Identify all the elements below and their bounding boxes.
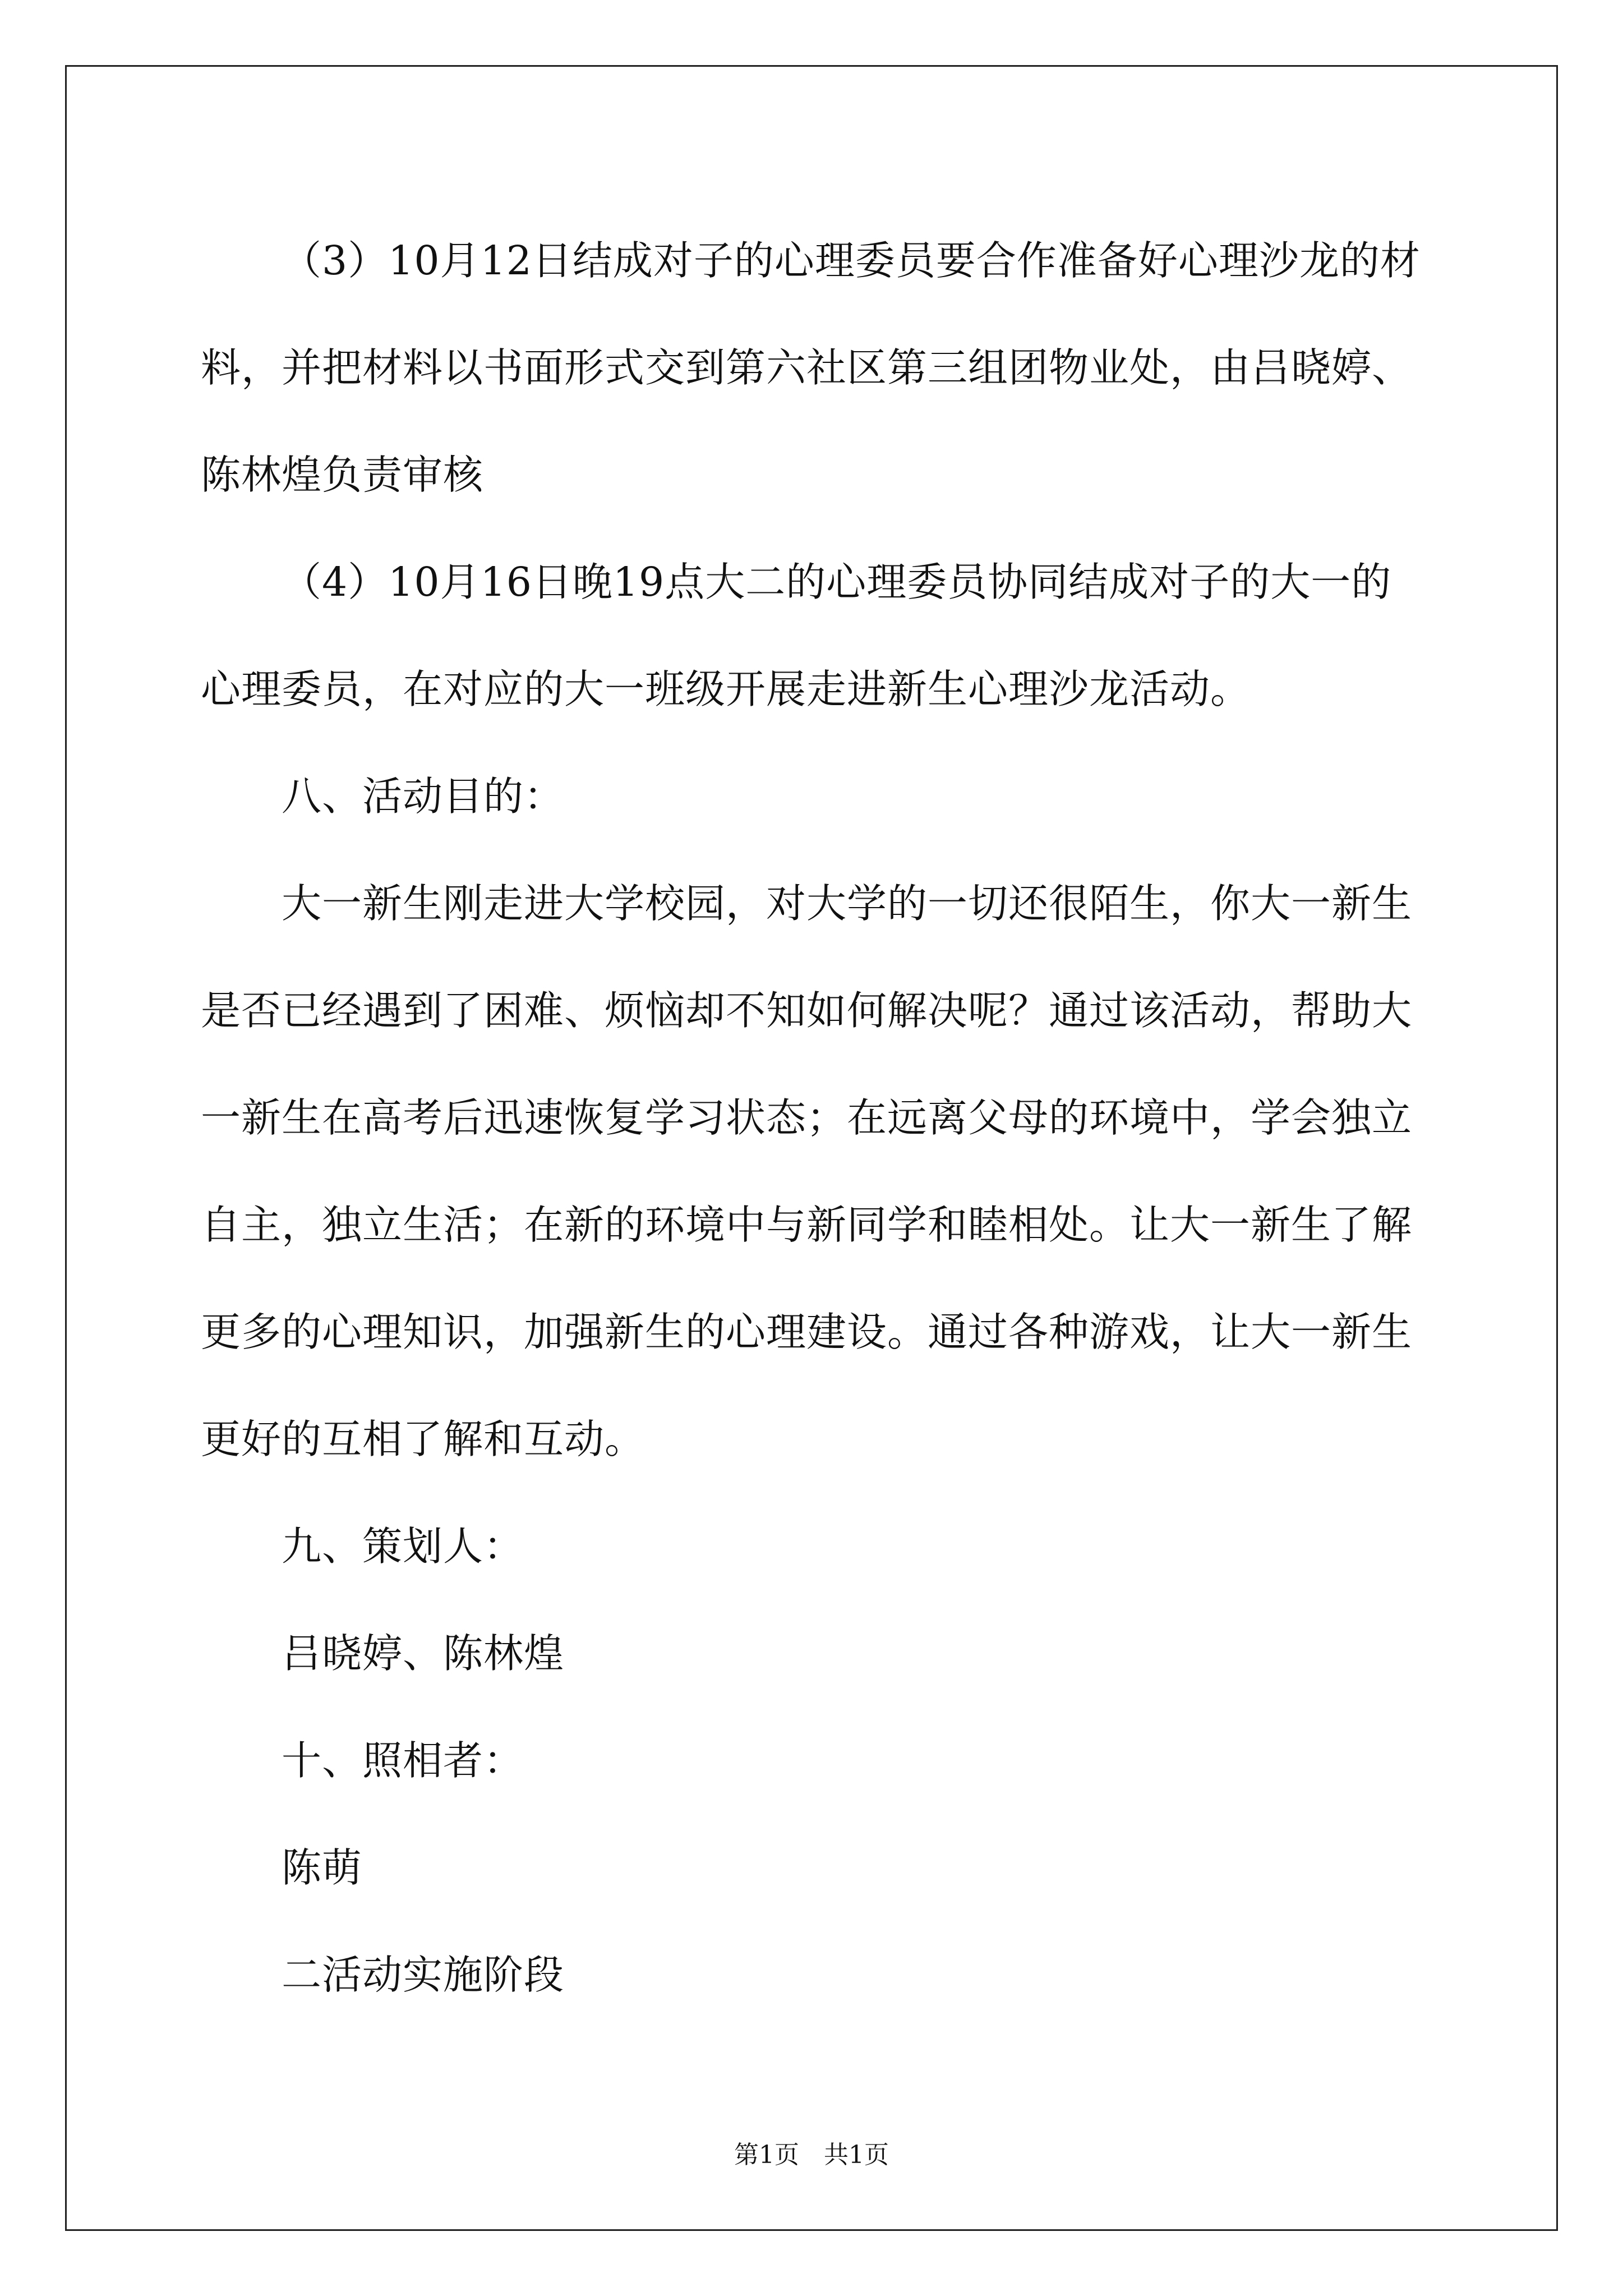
heading-activity-purpose: 八、活动目的：: [282, 773, 565, 820]
paragraph-activity-purpose: 大一新生刚走进大学校园，对大学的一切还很陌生，你大一新生是否已经遇到了困难、烦恼却不知如何解决呢？通过该活动，帮助大一新生在高考后迅速恢复学习状态；在远离父母的环境中，学会独立自主，独立生活；在新的环境中与新同学和睦相处。让大一新生了解更多的心理知识，加强新生的心理建设。通过各种游戏，让大一新生更好的互相了解和互动。: [201, 880, 1413, 1462]
page-number-footer: 第1页 共1页: [734, 2141, 889, 2169]
paragraph-photographer: 陈萌: [282, 1844, 363, 1891]
heading-implementation-stage: 二活动实施阶段: [282, 1952, 565, 1998]
heading-planner: 九、策划人：: [282, 1523, 524, 1570]
heading-photographer: 十、照相者：: [282, 1737, 524, 1784]
paragraph-step-4: （4）10月16日晚19点大二的心理委员协同结成对子的大一的心理委员，在对应的大一班级开展走进新生心理沙龙活动。: [201, 559, 1392, 712]
paragraph-step-3: （3）10月12日结成对子的心理委员要合作准备好心理沙龙的材料，并把材料以书面形式交到第六社区第三组团物业处，由吕晓婷、陈林煌负责审核: [201, 237, 1421, 498]
paragraph-planner: 吕晓婷、陈林煌: [282, 1630, 565, 1677]
